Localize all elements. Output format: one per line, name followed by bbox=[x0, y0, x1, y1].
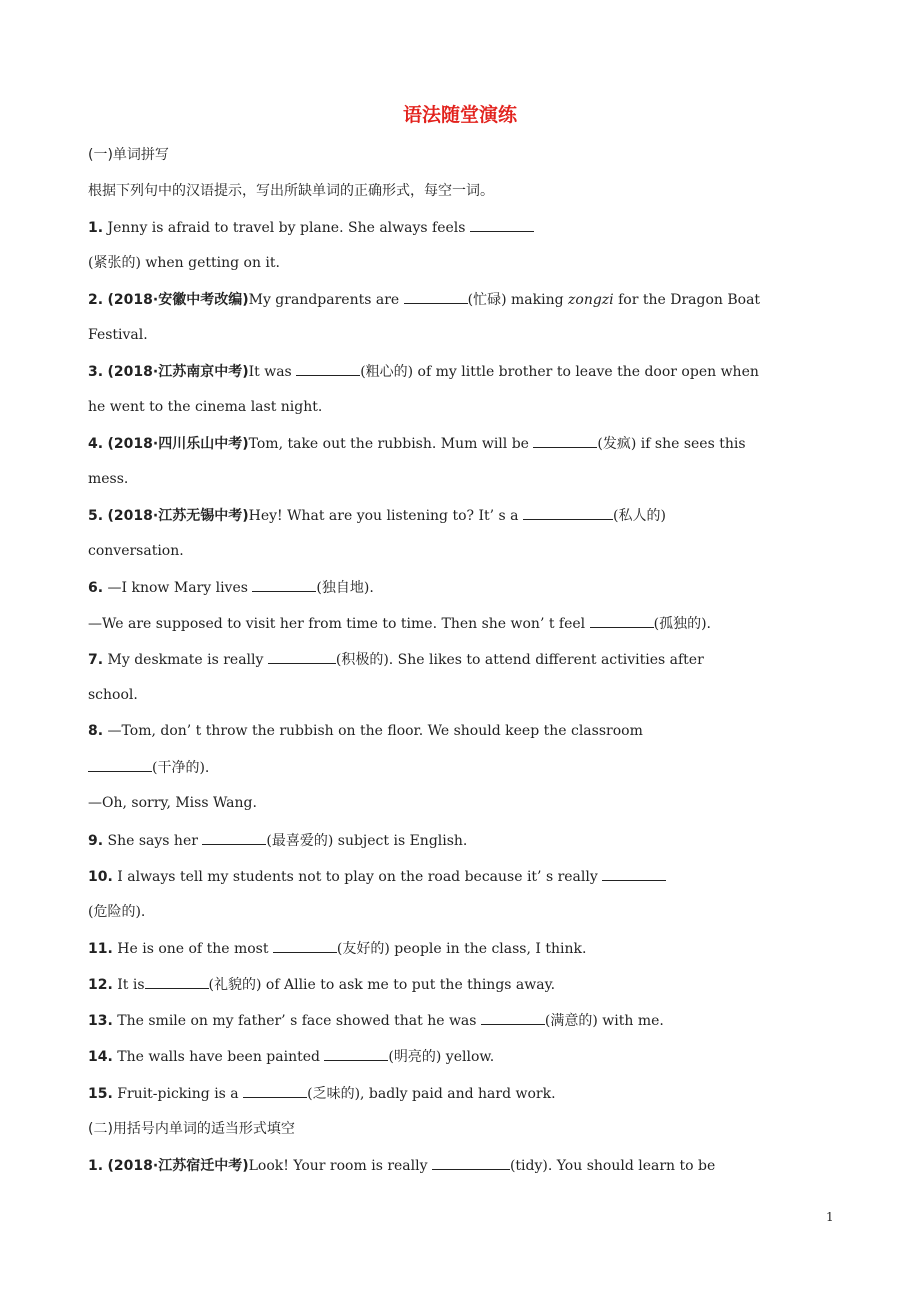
question-number: 1. bbox=[88, 1158, 104, 1174]
instruction: 根据下列句中的汉语提示，写出所缺单词的正确形式，每空一词。 bbox=[88, 183, 494, 199]
question-source: (2018·江苏南京中考) bbox=[107, 364, 249, 380]
question-text: My deskmate is really bbox=[107, 652, 268, 668]
question-2 bbox=[88, 289, 760, 310]
question-text: (tidy). You should learn to be bbox=[509, 1158, 716, 1174]
answer-blank[interactable] bbox=[432, 1155, 510, 1170]
question-text: (独自地). bbox=[316, 580, 374, 596]
question-text: (干净的). bbox=[152, 760, 210, 776]
answer-blank[interactable] bbox=[202, 830, 266, 845]
question-text: I always tell my students not to play on the road because it’ s really bbox=[117, 869, 603, 885]
answer-blank[interactable] bbox=[324, 1046, 388, 1061]
question-10 bbox=[88, 866, 666, 887]
question-text: (明亮的) yellow. bbox=[388, 1049, 495, 1065]
question-1 bbox=[88, 217, 534, 238]
question-number: 2. bbox=[88, 292, 104, 308]
answer-blank[interactable] bbox=[470, 217, 534, 232]
question-11 bbox=[88, 938, 586, 959]
question-number: 8. bbox=[88, 723, 104, 739]
question-text: Jenny is afraid to travel by plane. She always feels bbox=[107, 220, 470, 236]
question-number: 6. bbox=[88, 580, 104, 596]
question-4 bbox=[88, 433, 746, 454]
question-8-reply: —Oh, sorry, Miss Wang. bbox=[88, 795, 257, 811]
question-text: He is one of the most bbox=[117, 941, 273, 957]
question-text: She says her bbox=[107, 833, 203, 849]
question-source: (2018·江苏宿迁中考) bbox=[107, 1158, 249, 1174]
question-12 bbox=[88, 974, 555, 995]
question-number: 15. bbox=[88, 1086, 113, 1102]
question-10-cont: (危险的). bbox=[88, 904, 146, 920]
answer-blank[interactable] bbox=[243, 1083, 307, 1098]
question-s2-1 bbox=[88, 1155, 715, 1176]
question-number: 11. bbox=[88, 941, 113, 957]
question-number: 3. bbox=[88, 364, 104, 380]
question-text: The smile on my father’ s face showed that he was bbox=[117, 1013, 481, 1029]
question-number: 9. bbox=[88, 833, 104, 849]
question-text: —Tom, don’ t throw the rubbish on the floor. We should keep the classroom bbox=[107, 723, 643, 739]
question-3-cont: he went to the cinema last night. bbox=[88, 399, 323, 415]
section-heading: (一)单词拼写 bbox=[88, 147, 169, 163]
question-number: 10. bbox=[88, 869, 113, 885]
question-6 bbox=[88, 577, 374, 598]
question-number: 13. bbox=[88, 1013, 113, 1029]
question-1-cont: (紧张的) when getting on it. bbox=[88, 255, 280, 271]
question-8 bbox=[88, 721, 643, 741]
answer-blank[interactable] bbox=[296, 361, 360, 376]
answer-blank[interactable] bbox=[273, 938, 337, 953]
question-text: (私人的) bbox=[612, 508, 666, 524]
question-number: 12. bbox=[88, 977, 113, 993]
question-7-cont: school. bbox=[88, 687, 138, 703]
question-text: The walls have been painted bbox=[117, 1049, 325, 1065]
question-5 bbox=[88, 505, 666, 526]
answer-blank[interactable] bbox=[88, 757, 152, 772]
question-text: Fruit-picking is a bbox=[117, 1086, 244, 1102]
question-text: My grandparents are bbox=[248, 292, 404, 308]
answer-blank[interactable] bbox=[481, 1010, 545, 1025]
question-source: (2018·江苏无锡中考) bbox=[107, 508, 249, 524]
question-text: Hey! What are you listening to? It’ s a bbox=[248, 508, 523, 524]
question-9 bbox=[88, 830, 467, 851]
question-number: 5. bbox=[88, 508, 104, 524]
question-number: 7. bbox=[88, 652, 104, 668]
question-2-cont: Festival. bbox=[88, 327, 148, 343]
question-text: (孤独的). bbox=[653, 616, 711, 632]
question-text: It was bbox=[248, 364, 297, 380]
question-text: (乏味的), badly paid and hard work. bbox=[307, 1086, 556, 1102]
page-number: 1 bbox=[826, 1210, 834, 1224]
question-source: (2018·四川乐山中考) bbox=[107, 436, 249, 452]
answer-blank[interactable] bbox=[533, 433, 597, 448]
answer-blank[interactable] bbox=[523, 505, 613, 520]
answer-blank[interactable] bbox=[268, 649, 336, 664]
question-13 bbox=[88, 1010, 664, 1031]
question-text: (最喜爱的) subject is English. bbox=[266, 833, 468, 849]
question-text: —We are supposed to visit her from time to time. Then she won’ t feel bbox=[88, 616, 590, 632]
question-text: (礼貌的) of Allie to ask me to put the things away. bbox=[208, 977, 556, 993]
section-heading: (二)用括号内单词的适当形式填空 bbox=[88, 1121, 295, 1137]
question-text: (积极的). She likes to attend different activities after bbox=[335, 652, 704, 668]
page-title: 语法随堂演练 bbox=[402, 104, 517, 126]
question-text: —I know Mary lives bbox=[107, 580, 253, 596]
question-text: (满意的) with me. bbox=[544, 1013, 664, 1029]
question-text: Look! Your room is really bbox=[248, 1158, 432, 1174]
question-text: (忙碌) making bbox=[467, 292, 569, 308]
answer-blank[interactable] bbox=[404, 289, 468, 304]
question-source: (2018·安徽中考改编) bbox=[107, 292, 249, 308]
question-text: (发疯) if she sees this bbox=[597, 436, 746, 452]
question-5-cont: conversation. bbox=[88, 543, 184, 559]
answer-blank[interactable] bbox=[590, 613, 654, 628]
question-3 bbox=[88, 361, 759, 382]
question-14 bbox=[88, 1046, 494, 1067]
question-italic: zongzi bbox=[568, 292, 614, 308]
question-4-cont: mess. bbox=[88, 471, 129, 487]
question-text: (友好的) people in the class, I think. bbox=[336, 941, 587, 957]
question-number: 14. bbox=[88, 1049, 113, 1065]
question-6-cont bbox=[88, 613, 711, 634]
question-7 bbox=[88, 649, 704, 670]
question-text: It is bbox=[117, 977, 145, 993]
question-15 bbox=[88, 1083, 556, 1104]
question-text: (粗心的) of my little brother to leave the door open when bbox=[360, 364, 759, 380]
question-8-cont bbox=[88, 757, 209, 778]
question-text: for the Dragon Boat bbox=[613, 292, 761, 308]
question-number: 1. bbox=[88, 220, 104, 236]
answer-blank[interactable] bbox=[145, 974, 209, 989]
answer-blank[interactable] bbox=[602, 866, 666, 881]
answer-blank[interactable] bbox=[252, 577, 316, 592]
question-number: 4. bbox=[88, 436, 104, 452]
question-text: Tom, take out the rubbish. Mum will be bbox=[248, 436, 534, 452]
